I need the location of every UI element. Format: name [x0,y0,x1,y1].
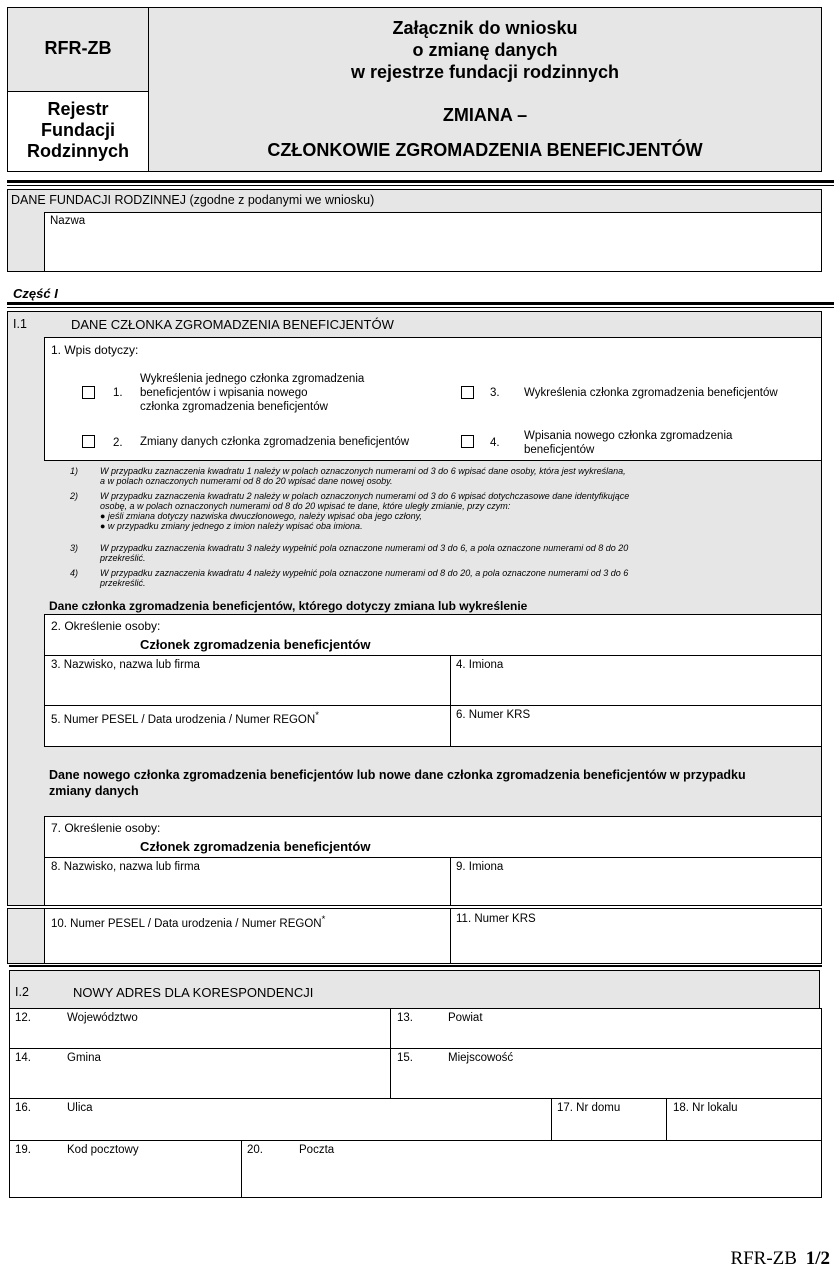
foundation-heading: DANE FUNDACJI RODZINNEJ (zgodne z podanymi we wniosku) [11,193,375,207]
form-subtitle-2: CZŁONKOWIE ZGROMADZENIA BENEFICJENTÓW [267,140,703,160]
asterisk: * [321,914,326,925]
field-19-label: Kod pocztowy [67,1144,139,1156]
option-4-line: Wpisania nowego członka zgromadzenia [524,430,733,442]
note-line: a w polach oznaczonych numerami od 8 do 20 wpisać dane nowej osoby. [100,476,393,486]
note-line: W przypadku zaznaczenia kwadratu 2 należy w polach oznaczonych numerami od 3 do 6 wpisać dotychczasowe dane identyfikujące [100,491,630,501]
note-line: W przypadku zaznaczenia kwadratu 1 należy w polach oznaczonych numerami od 3 do 6 wpisać dane osoby, która jest wykreślana, [100,466,626,476]
field-7-value: Członek zgromadzenia beneficjentów [140,839,371,854]
divider [7,180,834,183]
field-13-number: 13. [397,1012,413,1024]
note-line: ● jeśli zmiana dotyczy nazwiska dwuczłonowego, należy wpisać oba jego człony, [100,511,422,521]
option-1-line: członka zgromadzenia beneficjentów [140,401,328,413]
field-14-label: Gmina [67,1052,101,1064]
foundation-name-label: Nazwa [50,215,86,227]
field-18-label: 18. Nr lokalu [673,1102,738,1114]
entry-type-label: 1. Wpis dotyczy: [51,343,139,357]
old-member-heading: Dane członka zgromadzenia beneficjentów, którego dotyczy zmiana lub wykreślenie [49,599,528,613]
note-line: osobę, a w polach oznaczonych numerami od 8 do 20 wpisać te dane, które uległy zmianie, przy czym: [100,501,511,511]
note-number: 2) [70,491,79,501]
note-line: W przypadku zaznaczenia kwadratu 3 należy wypełnić pola oznaczone numerami od 3 do 6, a pola oznaczone numerami od 8 do 20 [100,543,629,553]
field-5-label [51,710,319,726]
note-text [100,543,797,563]
option-4-number: 4. [490,437,500,449]
field-16-number: 16. [15,1102,31,1114]
note-line: ● w przypadku zmiany jednego z imion należy wpisać oba imiona. [100,521,363,531]
footer-code: RFR-ZB [730,1248,797,1269]
field-11-label: 11. Numer KRS [456,913,536,925]
registry-line: Rejestr [47,99,109,119]
divider [7,302,834,305]
registry-name [7,99,149,162]
field-16-label: Ulica [67,1102,93,1114]
divider [7,185,834,186]
new-heading-line: zmiany danych [49,784,139,798]
field-15-number: 15. [397,1052,413,1064]
note-line: W przypadku zaznaczenia kwadratu 4 należy wypełnić pola oznaczone numerami od 8 do 20, a pola oznaczone numerami od 3 do 6 [100,568,629,578]
option-1-number: 1. [113,387,123,399]
option-4-line: beneficjentów [524,444,595,456]
field-15-label: Miejscowość [448,1052,514,1064]
field-4-first-names[interactable] [450,655,822,706]
part-title: Część I [13,286,58,301]
option-2-label: Zmiany danych członka zgromadzenia beneficjentów [140,436,410,448]
registry-line: Rodzinnych [27,141,129,161]
option-2-number: 2. [113,437,123,449]
field-10-label [51,914,325,930]
option-3-label: Wykreślenia członka zgromadzenia beneficjentów [524,387,778,399]
new-member-heading [49,767,746,799]
option-4-label [524,429,732,457]
field-8-label: 8. Nazwisko, nazwa lub firma [51,861,200,873]
field-12-number: 12. [15,1012,31,1024]
page-footer [730,1248,830,1270]
option-3-number: 3. [490,387,500,399]
note-line: przekreślić. [100,553,146,563]
field-9-first-names[interactable] [450,857,822,906]
form-code: RFR-ZB [44,38,112,58]
note-number: 4) [70,568,79,578]
note-number: 1) [70,466,79,476]
field-20-label: Poczta [299,1144,335,1156]
title-line: w rejestrze fundacji rodzinnych [350,62,620,82]
field-2-value: Członek zgromadzenia beneficjentów [140,637,371,652]
field-4-label: 4. Imiona [456,659,504,671]
field-10-label-text: 10. Numer PESEL / Data urodzenia / Numer REGON [51,917,322,930]
note-text [100,466,797,486]
title-line: Załącznik do wniosku [392,18,578,38]
foundation-name-field[interactable] [44,212,822,272]
section-i2-number: I.2 [15,985,29,999]
note-text [100,568,797,588]
option-1-line: Wykreślenia jednego członka zgromadzenia [140,373,365,385]
field-7-label: 7. Określenie osoby: [51,821,161,835]
field-2-label: 2. Określenie osoby: [51,619,161,633]
divider [7,307,834,308]
field-9-label: 9. Imiona [456,861,504,873]
field-13-label: Powiat [448,1012,483,1024]
field-17-label: 17. Nr domu [557,1102,621,1114]
checkbox-option-3[interactable] [461,386,474,399]
asterisk: * [315,710,319,721]
section-i1-title: DANE CZŁONKA ZGROMADZENIA BENEFICJENTÓW [71,317,394,332]
form-title [148,17,822,83]
checkbox-option-1[interactable] [82,386,95,399]
title-line: o zmianę danych [412,40,558,60]
field-14-number: 14. [15,1052,31,1064]
field-6-label: 6. Numer KRS [456,709,531,721]
field-20-number: 20. [247,1144,263,1156]
section-i2-title: NOWY ADRES DLA KORESPONDENCJI [73,985,314,1000]
option-1-line: beneficjentów i wpisania nowego [140,387,308,399]
registry-line: Fundacji [40,120,115,140]
divider [9,965,822,967]
note-text [100,491,797,531]
note-number: 3) [70,543,79,553]
field-5-label-text: 5. Numer PESEL / Data urodzenia / Numer REGON [51,713,316,726]
page-number: 1/2 [805,1248,830,1269]
field-3-label: 3. Nazwisko, nazwa lub firma [51,659,200,671]
option-1-label [140,372,364,414]
form-subtitle: ZMIANA – [442,105,528,125]
section-i1-number: I.1 [13,317,27,331]
new-heading-line: Dane nowego członka zgromadzenia beneficjentów lub nowe dane członka zgromadzenia beneficjentów w przypadku [49,768,746,782]
field-19-number: 19. [15,1144,31,1156]
note-line: przekreślić. [100,578,146,588]
field-12-label: Województwo [67,1012,138,1024]
checkbox-option-4[interactable] [461,435,474,448]
checkbox-option-2[interactable] [82,435,95,448]
